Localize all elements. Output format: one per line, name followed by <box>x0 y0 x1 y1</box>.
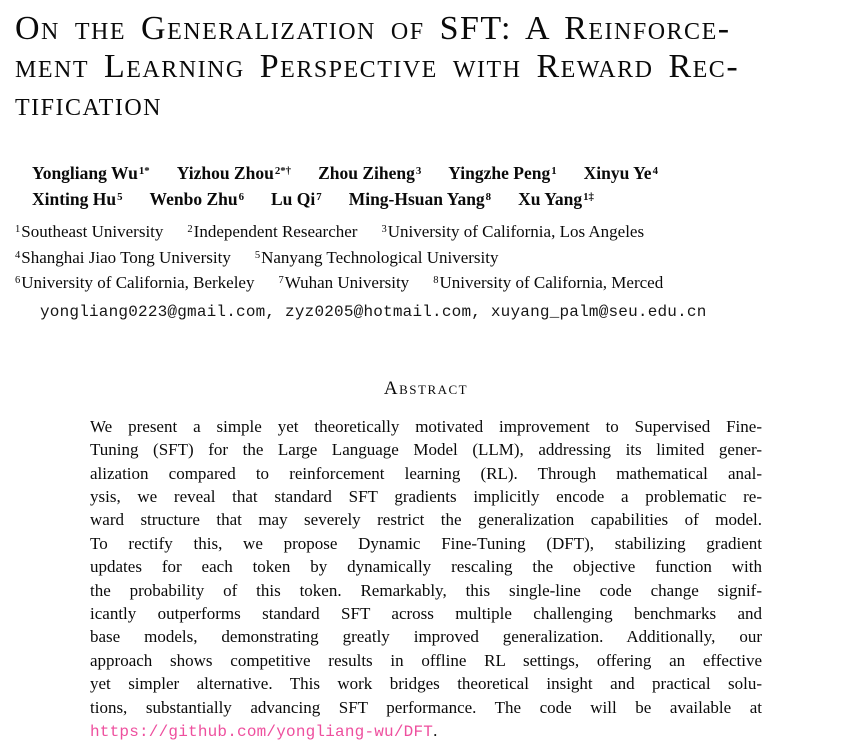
author-superscript: 1* <box>138 164 150 177</box>
affiliation-row <box>0 247 864 273</box>
affiliation <box>15 221 163 247</box>
abstract-section <box>90 378 762 744</box>
affiliation <box>15 272 254 298</box>
affiliation-superscript: 2 <box>187 223 193 235</box>
affiliation-name: University of California, Berkeley <box>21 273 255 293</box>
author-name: Zhou Ziheng <box>318 163 415 183</box>
affiliation-name: Independent Researcher <box>193 222 358 241</box>
author-name: Yingzhe Peng <box>448 163 551 183</box>
affiliation-superscript: 6 <box>15 275 21 287</box>
author <box>584 162 658 188</box>
author-superscript: 4 <box>652 164 658 177</box>
abstract-line: ysis, we reveal that standard SFT gradients implicitly encode a problematic re- <box>90 487 762 506</box>
github-link[interactable]: https://github.com/yongliang-wu/DFT <box>90 723 434 742</box>
title-line: ment Learning Perspective with Reward Rec- <box>15 48 740 85</box>
affiliation-superscript: 4 <box>15 249 21 261</box>
affiliation-superscript: 8 <box>433 275 439 287</box>
abstract-line: ward structure that may severely restrict the generalization capabilities of model. <box>90 510 762 530</box>
authors-block <box>0 162 864 214</box>
author-name: Lu Qi <box>271 189 316 209</box>
author <box>271 188 322 214</box>
affiliation-name: Southeast University <box>21 222 164 241</box>
title-line: tification <box>15 86 162 123</box>
affiliation-name: University of California, Merced <box>439 273 664 293</box>
author-superscript: 1 <box>551 164 557 177</box>
abstract-line: tions, substantially advancing SFT performance. The code will be available at <box>90 697 762 717</box>
abstract-line: the probability of this token. Remarkably, this single-line code change signif- <box>90 580 762 600</box>
affiliation <box>15 247 231 273</box>
author <box>150 188 244 214</box>
author-superscript: 8 <box>485 190 492 203</box>
author-name: Yongliang Wu <box>32 163 138 183</box>
abstract-body <box>90 415 762 719</box>
affiliation-name: Shanghai Jiao Tong University <box>21 247 231 267</box>
author <box>518 188 594 214</box>
author-name: Yizhou Zhou <box>176 163 274 183</box>
affiliation-name: Nanyang Technological University <box>261 247 499 267</box>
affiliation <box>381 221 644 247</box>
authors-row <box>0 162 864 188</box>
affiliation-name: Wuhan University <box>284 273 410 293</box>
affiliation-row <box>0 221 864 247</box>
abstract-line: icantly outperforms standard SFT across multiple challenging benchmarks and <box>90 604 762 624</box>
abstract-line: updates for each token by dynamically rescaling the objective function with <box>90 557 762 577</box>
author-name: Xinyu Ye <box>583 163 652 183</box>
author-name: Xu Yang <box>518 189 583 209</box>
abstract-line: To rectify this, we propose Dynamic Fine-Tuning (DFT), stabilizing gradient <box>90 533 762 553</box>
author <box>32 162 150 188</box>
affiliation <box>278 272 409 298</box>
abstract-line: approach shows competitive results in offline RL settings, offering an effective <box>90 650 762 670</box>
sentence-period: . <box>433 721 438 741</box>
author-superscript: 7 <box>316 190 322 203</box>
author <box>32 188 123 214</box>
author-superscript: 6 <box>238 190 244 203</box>
contact-emails: yongliang0223@gmail.com, zyz0205@hotmail.com, xuyang_palm@seu.edu.cn <box>40 302 707 321</box>
author <box>349 188 491 214</box>
author-superscript: 2*† <box>274 164 292 177</box>
affiliation-superscript: 3 <box>381 223 387 235</box>
abstract-heading: Abstract <box>383 377 469 399</box>
affiliation-name: University of California, Los Angeles <box>387 222 645 241</box>
affiliation-row <box>0 272 864 298</box>
abstract-line: We present a simple yet theoretically motivated improvement to Supervised Fine- <box>90 416 762 436</box>
title-line: On the Generalization of SFT: A Reinforce- <box>15 10 731 47</box>
author-name: Ming-Hsuan Yang <box>348 189 485 209</box>
affiliation <box>255 247 499 273</box>
author <box>448 162 556 188</box>
affiliation <box>187 221 357 247</box>
affiliation-superscript: 5 <box>254 249 261 261</box>
author-superscript: 5 <box>117 190 123 203</box>
authors-row <box>0 188 864 214</box>
abstract-line: alization compared to reinforcement learning (RL). Through mathematical anal- <box>90 463 762 483</box>
abstract-final-line <box>90 719 762 744</box>
author <box>318 162 421 188</box>
affiliation-superscript: 1 <box>15 223 21 235</box>
abstract-line: yet simpler alternative. This work bridges theoretical insight and practical solu- <box>90 674 762 694</box>
author-name: Xinting Hu <box>32 189 117 209</box>
abstract-line: base models, demonstrating greatly improved generalization. Additionally, our <box>90 627 762 647</box>
author-superscript: 3 <box>415 164 422 177</box>
affiliation <box>433 272 663 298</box>
affiliations-block <box>0 221 864 298</box>
author <box>177 162 291 188</box>
affiliation-superscript: 7 <box>278 275 284 287</box>
author-superscript: 1‡ <box>583 190 594 203</box>
paper-title <box>15 10 856 124</box>
author-name: Wenbo Zhu <box>149 189 238 209</box>
abstract-line: Tuning (SFT) for the Large Language Model (LLM), addressing its limited gener- <box>90 440 762 460</box>
